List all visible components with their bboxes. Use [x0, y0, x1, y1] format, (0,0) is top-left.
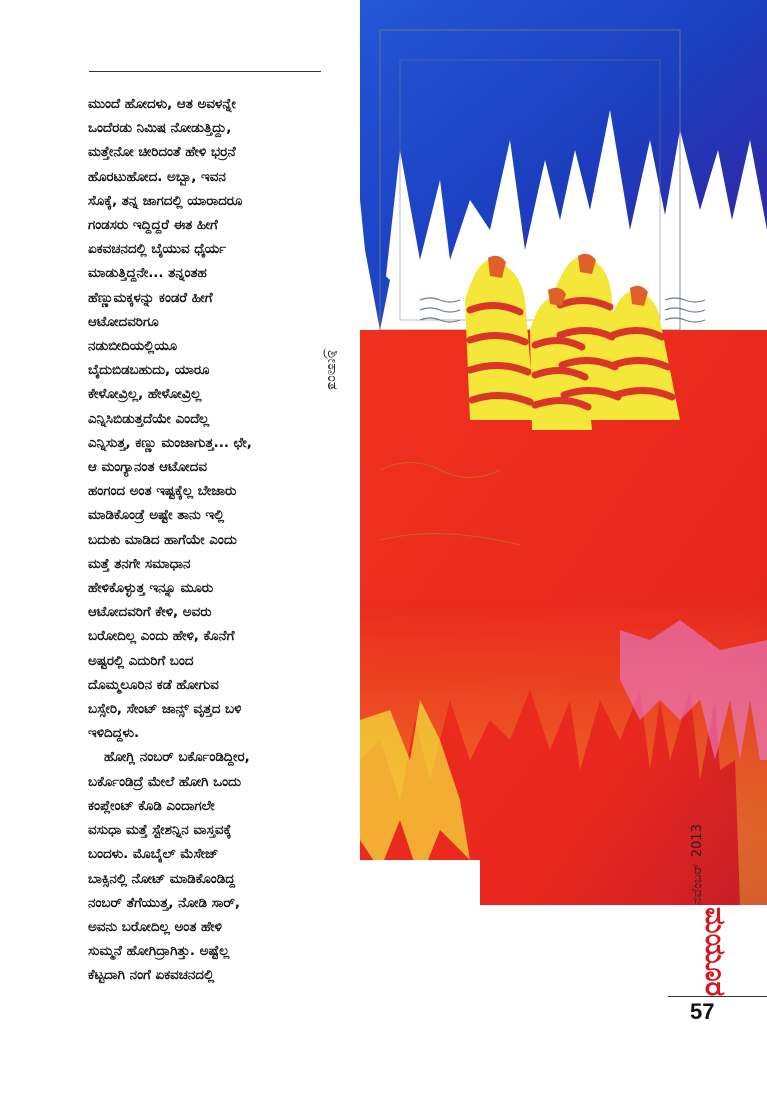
text-line: ಬಸ್ಸೇರಿ, ಸೇಂಟ್ ಜಾನ್ಸ್ ವೃತ್ತದ ಬಳಿ	[88, 702, 242, 718]
text-line: ಕೇಳೋವ್ರಿಲ್ಲ, ಹೇಳೋವ್ರಿಲ್ಲ	[88, 387, 202, 403]
article-body	[88, 93, 328, 989]
text-line: ಬೈದುಬಿಡಬಹುದು, ಯಾರೂ	[88, 363, 210, 379]
text-line: ಹಂಗಂದ ಅಂತ ಇಷ್ಟಕ್ಕೆಲ್ಲ ಬೇಜಾರು	[88, 484, 237, 500]
text-line: ಮತ್ತೇನೋ ಚೀರಿದಂತೆ ಹೇಳಿ ಭರ್ರನೆ	[88, 145, 236, 161]
top-rule	[89, 71, 321, 72]
text-line: ಗಂಡಸರು ಇದ್ದಿದ್ದರೆ ಈತ ಹೀಗೆ	[88, 218, 218, 234]
text-line: ಏಕವಚನದಲ್ಲಿ ಬೈಯುವ ಧೈರ್ಯ	[88, 242, 227, 258]
text-line: ಎನ್ನಿಸುತ್ತ, ಕಣ್ಣು ಮಂಜಾಗುತ್ತ... ಛೇ,	[88, 435, 252, 451]
text-line: ಬರೋದಿಲ್ಲ ಎಂದು ಹೇಳಿ, ಕೊನೆಗೆ	[88, 629, 235, 645]
story-illustration	[320, 0, 767, 905]
artist-signature: ಶ್ರೀಕಾಂತ	[324, 350, 342, 390]
issue-month: ನವೆಂಬರ್	[690, 863, 705, 905]
text-line: ಆಟೋದವರಿಗೂ	[88, 314, 159, 330]
text-line: ಆಟೋದವರಿಗೆ ಕೇಳಿ, ಅವರು	[88, 605, 212, 621]
magazine-logo	[676, 905, 732, 997]
magazine-logo-text: ಮಯೂರ	[699, 907, 732, 997]
text-line: ಹೆಣ್ಣುಮಕ್ಕಳನ್ನು ಕಂಡರೆ ಹೀಗೆ	[88, 290, 213, 306]
text-line: ಹೋಗ್ಲಿ ನಂಬರ್ ಬರ್ಕೊಂಡಿದ್ದೀರ,	[104, 750, 250, 766]
text-line: ಸುಮ್ಮನೆ ಹೋಗಿದ್ರಾಗಿತ್ತು. ಅಷ್ಟೆಲ್ಲ	[88, 944, 230, 960]
text-line: ಕೆಟ್ಟದಾಗಿ ನಂಗೆ ಏಕವಚನದಲ್ಲಿ	[88, 968, 215, 984]
text-line: ಬಾಕ್ಸಿನಲ್ಲಿ ನೋಟ್ ಮಾಡಿಕೊಂಡಿದ್ದ	[88, 871, 236, 887]
text-line: ಮಾಡುತ್ತಿದ್ದನೇ... ತನ್ನಂತಹ	[88, 266, 207, 282]
text-line: ಎನ್ನಿಸಿಬಿಡುತ್ತದೆಯೇ ಎಂದೆಲ್ಲ	[88, 411, 210, 427]
text-line: ಬದುಕು ಮಾಡಿದ ಹಾಗೆಯೇ ಎಂದು	[88, 532, 237, 548]
text-line: ಸೊಕ್ಕೆ, ತನ್ನ ಜಾಗದಲ್ಲಿ ಯಾರಾದರೂ	[88, 193, 243, 209]
text-line: ಬರ್ಕೊಂಡಿದ್ರೆ ಮೇಲೆ ಹೋಗಿ ಒಂದು	[88, 774, 241, 790]
text-line: ಒಂದೆರಡು ನಿಮಿಷ ನೋಡುತ್ತಿದ್ದು,	[88, 121, 232, 137]
text-line: ಹೇಳಿಕೊಳ್ಳುತ್ತ ಇನ್ನೂ ಮೂರು	[88, 581, 214, 597]
text-line: ಬಂದಳು. ಮೊಬೈಲ್ ಮೆಸೇಜ್	[88, 847, 219, 863]
text-line: ವಸುಧಾ ಮತ್ತೆ ಸ್ಟೇಶನ್ನಿನ ವಾಸ್ತವಕ್ಕೆ	[88, 823, 232, 839]
page-number: 57	[690, 999, 715, 1024]
text-line: ಮಾಡಿಕೊಂಡ್ರೆ ಅಷ್ಟೇ ತಾನು ಇಲ್ಲಿ	[88, 508, 225, 524]
text-line: ಮತ್ತೆ ತನಗೇ ಸಮಾಧಾನ	[88, 556, 191, 572]
text-line: ಕಂಪ್ಲೇಂಟ್ ಕೊಡಿ ಎಂದಾಗಲೇ	[88, 798, 215, 814]
text-line: ಹೊರಟುಹೋದ. ಅಬ್ಬಾ, ಇವನ	[88, 169, 226, 185]
text-line: ಅಷ್ಟರಲ್ಲಿ ಎದುರಿಗೆ ಬಂದ	[88, 653, 194, 669]
text-line: ನಂಬರ್ ತೆಗೆಯುತ್ತ, ನೋಡಿ ಸಾರ್,	[88, 895, 240, 911]
issue-date	[690, 785, 712, 905]
text-line: ನಡುಬೀದಿಯಲ್ಲಿಯೂ	[88, 339, 178, 355]
text-line: ಅವನು ಬರೋದಿಲ್ಲ ಅಂತ ಹೇಳಿ	[88, 919, 222, 935]
bottom-rule	[668, 996, 767, 997]
text-line: ದೊಮ್ಮಲೂರಿನ ಕಡೆ ಹೋಗುವ	[88, 677, 219, 693]
text-line: ಮುಂದೆ ಹೋದಳು, ಆತ ಅವಳನ್ನೇ	[88, 97, 236, 112]
text-line: ಆ ಮಂಗ್ಯಾನಂತ ಆಟೋದವ	[88, 460, 207, 476]
text-line: ಇಳಿದಿದ್ದಳು.	[88, 726, 140, 742]
issue-year: 2013	[690, 824, 705, 858]
